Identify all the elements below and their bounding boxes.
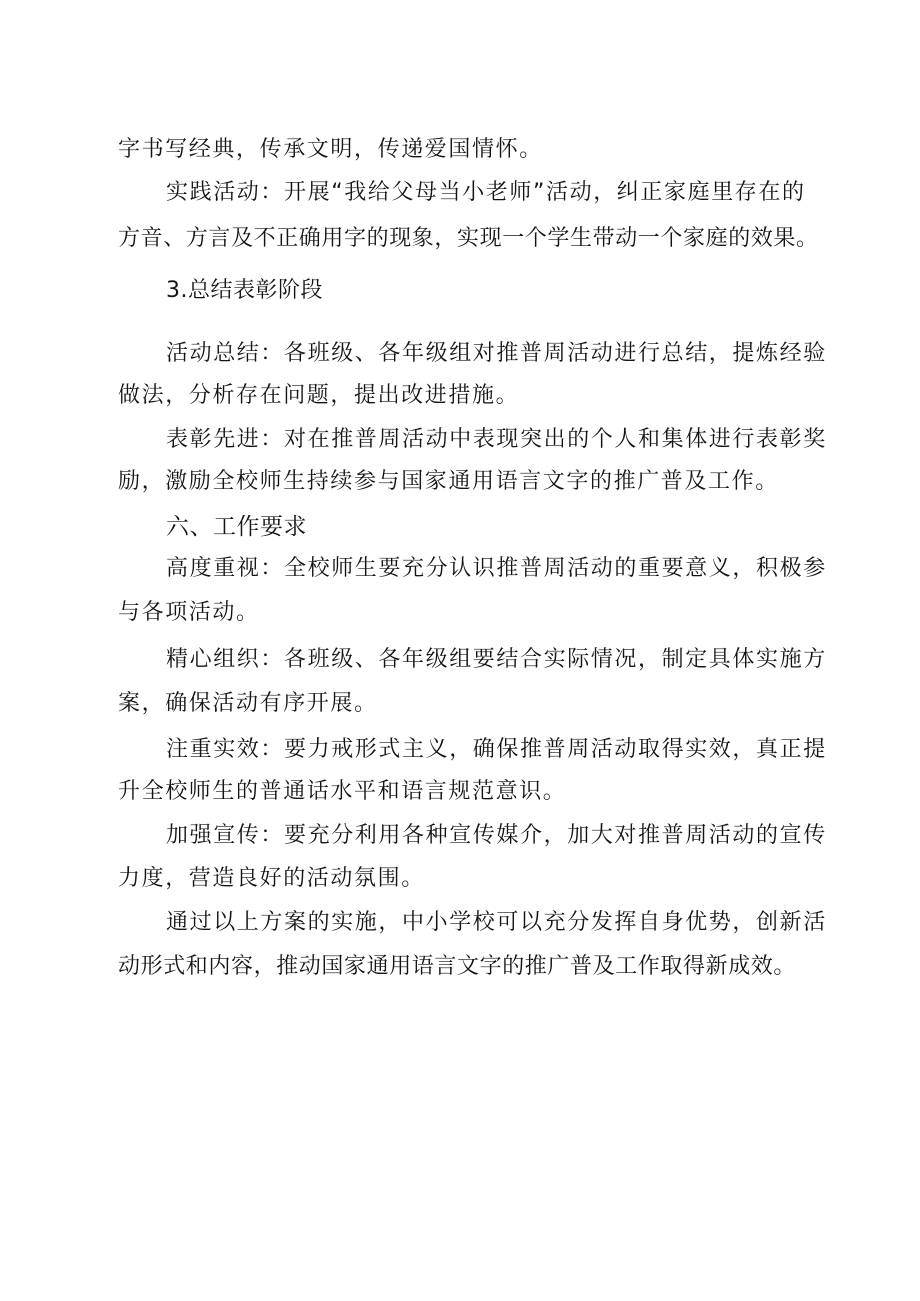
paragraph-line: 字书写经典，传承文明，传递爱国情怀。 <box>118 137 543 162</box>
paragraph-line: 动形式和内容，推动国家通用语言文字的推广普及工作取得新成效。 <box>118 954 797 979</box>
paragraph-line: 活动总结：各班级、各年级组对推普周活动进行总结，提炼经验 <box>166 341 827 366</box>
paragraph-line: 方音、方言及不正确用字的现象，实现一个学生带动一个家庭的效果。 <box>118 226 819 251</box>
paragraph-line: 与各项活动。 <box>118 600 260 625</box>
paragraph-line: 励，激励全校师生持续参与国家通用语言文字的推广普及工作。 <box>118 469 779 494</box>
paragraph-line: 表彰先进：对在推普周活动中表现突出的个人和集体进行表彰奖 <box>166 427 827 452</box>
paragraph-line: 精心组织：各班级、各年级组要结合实际情况，制定具体实施方 <box>166 647 827 672</box>
paragraph-line: 实践活动：开展“我给父母当小老师”活动，纠正家庭里存在的 <box>166 180 806 205</box>
paragraph-line: 力度，营造良好的活动氛围。 <box>118 866 425 891</box>
paragraph-line: 案，确保活动有序开展。 <box>118 691 378 716</box>
paragraph-line: 高度重视：全校师生要充分认识推普周活动的重要意义，积极参 <box>166 556 827 581</box>
section-subheading: 3.总结表彰阶段 <box>166 278 323 303</box>
paragraph-line: 加强宣传：要充分利用各种宣传媒介，加大对推普周活动的宣传 <box>166 823 827 848</box>
paragraph-line: 升全校师生的普通话水平和语言规范意识。 <box>118 779 567 804</box>
paragraph-line: 通过以上方案的实施，中小学校可以充分发挥自身优势，创新活 <box>166 910 827 935</box>
paragraph-line: 注重实效：要力戒形式主义，确保推普周活动取得实效，真正提 <box>166 737 827 762</box>
paragraph-line: 做法，分析存在问题，提出改进措施。 <box>118 383 520 408</box>
section-heading: 六、工作要求 <box>166 514 307 540</box>
